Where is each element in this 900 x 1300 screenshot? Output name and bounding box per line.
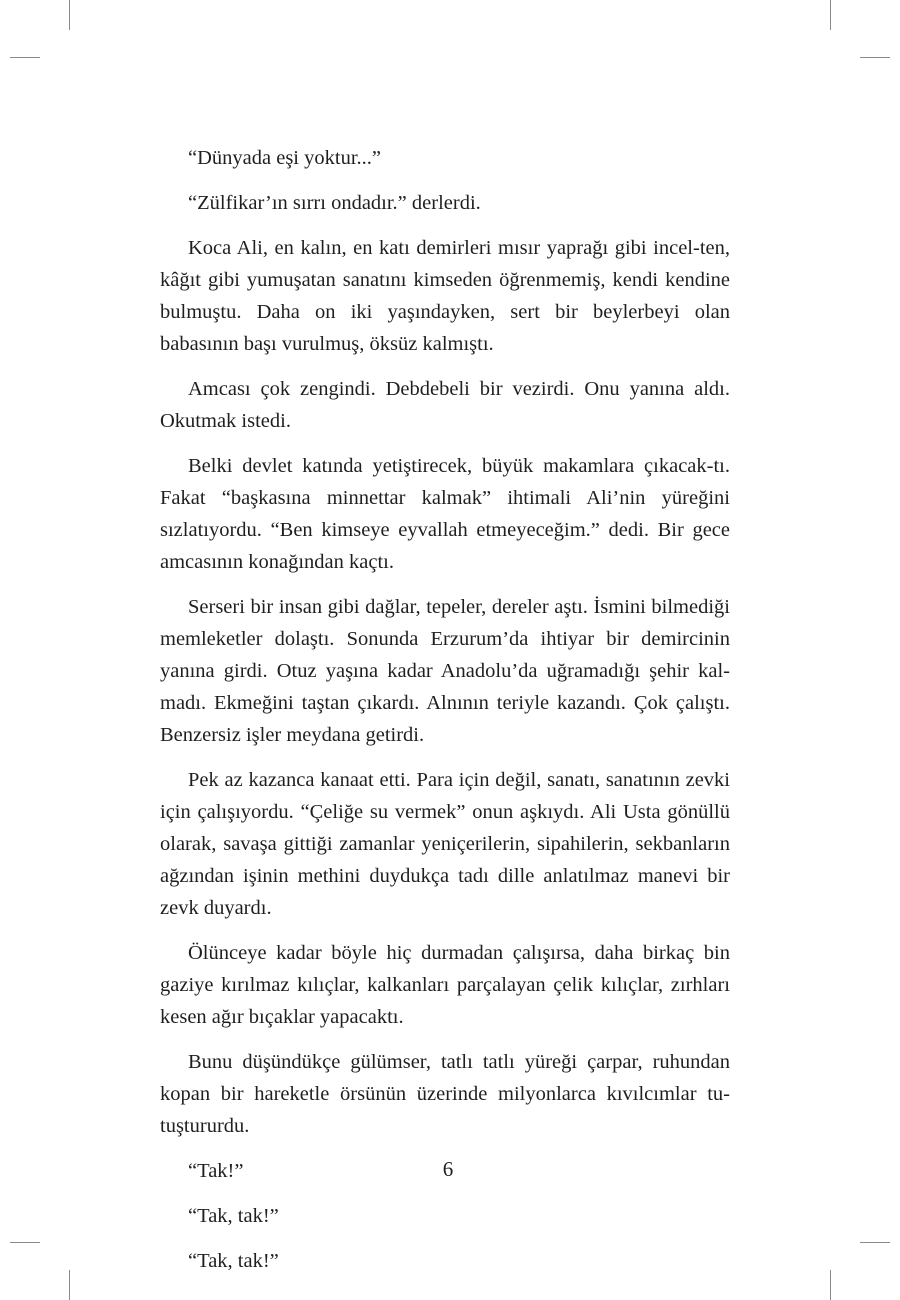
paragraph: “Dünyada eşi yoktur...” — [188, 147, 381, 169]
paragraph: “Zülfikar’ın sırrı ondadır.” derlerdi. — [188, 192, 481, 214]
paragraph: Serseri bir insan gibi dağlar, tepeler, dereler aştı. İsmini bilmediği memleketler dolaştı. Sonunda Erzurum’da ihtiyar bir demircinin yanına girdi. Otuz yaşına kadar Anadolu’da uğramadığı şehir kal-madı. Ekmeğini taştan çıkardı. Alnının teriyle kazandı. Çok çalıştı. Benzersiz işler meydana getirdi. — [160, 596, 730, 746]
crop-mark-left-top — [10, 57, 40, 58]
paragraph: “Tak, tak!” — [188, 1250, 279, 1272]
crop-mark-right-top — [860, 57, 890, 58]
crop-mark-bottom-right — [830, 1270, 831, 1300]
page-number: 6 — [442, 1157, 454, 1181]
paragraph: Koca Ali, en kalın, en katı demirleri mısır yaprağı gibi incel-ten, kâğıt gibi yumuşatan sanatını kimseden öğrenmemiş, kendi kendine bulmuştu. Daha on iki yaşındayken, sert bir beylerbeyi olan babasının başı vurulmuş, öksüz kalmıştı. — [160, 237, 730, 355]
paragraph: Ölünceye kadar böyle hiç durmadan çalışırsa, daha birkaç bin gaziye kırılmaz kılıçlar, kalkanları parçalayan çelik kılıçlar, zırhları kesen ağır bıçaklar yapacaktı. — [160, 942, 730, 1028]
paragraph: Amcası çok zengindi. Debdebeli bir vezirdi. Onu yanına aldı. Okutmak istedi. — [160, 378, 730, 432]
crop-mark-bottom-left — [69, 1270, 70, 1300]
body-text — [160, 142, 730, 1277]
paragraph: “Tak!” — [188, 1160, 244, 1182]
paragraph: Bunu düşündükçe gülümser, tatlı tatlı yüreği çarpar, ruhundan kopan bir hareketle örsünün üzerinde milyonlarca kıvılcımlar tu-tuştururdu. — [160, 1051, 730, 1137]
crop-mark-top-left — [69, 0, 70, 30]
crop-mark-right-bottom — [860, 1242, 890, 1243]
paragraph: Belki devlet katında yetiştirecek, büyük makamlara çıkacak-tı. Fakat “başkasına minnettar kalmak” ihtimali Ali’nin yüreğini sızlatıyordu. “Ben kimseye eyvallah etmeyeceğim.” dedi. Bir gece amcasının konağından kaçtı. — [160, 455, 730, 573]
crop-mark-top-right — [830, 0, 831, 30]
crop-mark-left-bottom — [10, 1242, 40, 1243]
paragraph: “Tak, tak!” — [188, 1205, 279, 1227]
paragraph: Pek az kazanca kanaat etti. Para için değil, sanatı, sanatının zevki için çalışıyordu. “Çeliğe su vermek” onun aşkıydı. Ali Usta gönüllü olarak, savaşa gittiği zamanlar yeniçerilerin, sipahilerin, sekbanların ağzından işinin methini duydukça tadı dille anlatılmaz manevi bir zevk duyardı. — [160, 769, 730, 919]
